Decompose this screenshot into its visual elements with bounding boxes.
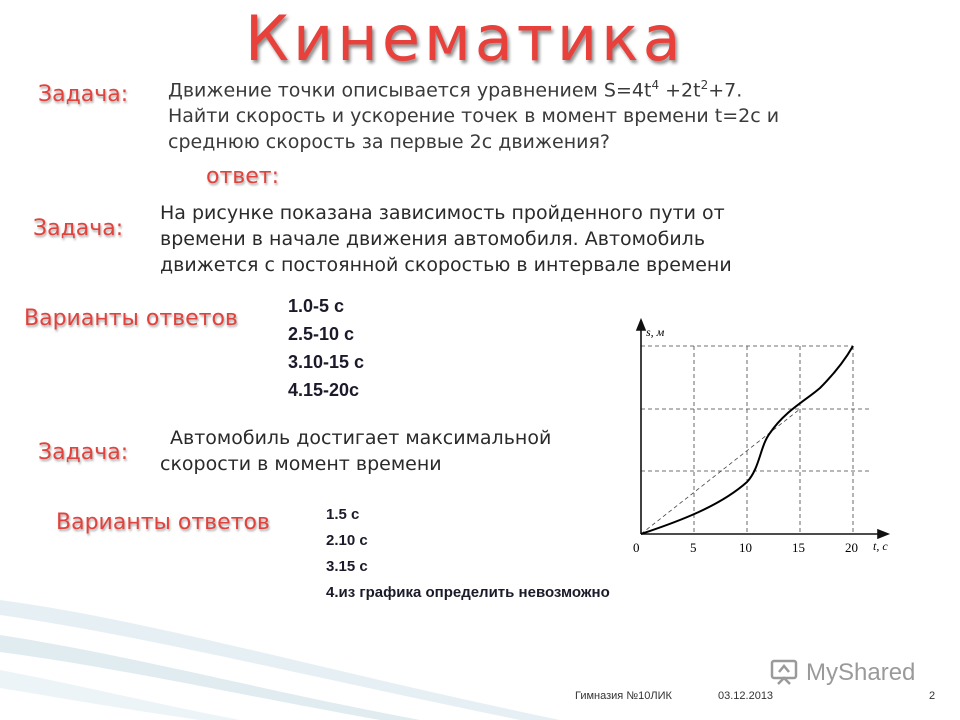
task1-text (168, 72, 928, 155)
task2-text (160, 200, 860, 278)
footer-date: 03.12.2013 (718, 690, 774, 702)
task2-line3: движется с постоянной скоростью в интервале времени (160, 254, 732, 276)
footer-school: Гимназия №10ЛИК (575, 690, 672, 702)
task2-options (288, 292, 364, 404)
task3-text (160, 425, 630, 477)
task2-line2: времени в начале движения автомобиля. Автомобиль (160, 228, 706, 250)
task3-option-3: 3.15 с (326, 558, 368, 575)
answer-label: ответ: (206, 164, 280, 189)
task3-options (326, 502, 610, 606)
task3-line1: Автомобиль достигает максимальной (170, 427, 552, 449)
x-tick-5: 5 (690, 540, 697, 555)
x-axis-label: t, c (873, 539, 888, 553)
task3-label: Задача: (38, 440, 129, 465)
task3-option-4: 4.из графика определить невозможно (326, 584, 610, 601)
task3-option-1: 1.5 с (326, 506, 360, 523)
task2-label: Задача: (33, 216, 124, 241)
task1-line2: Найти скорость и ускорение точек в момент времени t=2c и (168, 105, 780, 128)
footer-page-number: 2 (929, 690, 936, 702)
slide-title: Кинематика (245, 2, 685, 75)
watermark (768, 658, 915, 688)
task2-option-2: 2.5-10 с (288, 324, 355, 344)
task2-line1: На рисунке показана зависимость пройденного пути от (160, 202, 725, 224)
x-axis-arrow (878, 530, 888, 538)
watermark-text: MyShared (806, 659, 916, 686)
task2-option-1: 1.0-5 с (288, 296, 345, 316)
task2-option-3: 3.10-15 с (288, 352, 365, 372)
x-tick-10: 10 (739, 540, 752, 555)
task3-options-label: Варианты ответов (56, 510, 270, 535)
origin-label: 0 (633, 540, 640, 555)
task1-line3: среднюю скорость за первые 2с движения? (168, 131, 611, 154)
myshared-logo-icon (768, 658, 800, 688)
task2-option-4: 4.15-20с (288, 380, 360, 400)
distance-time-graph (620, 318, 910, 563)
task2-options-label: Варианты ответов (24, 306, 238, 331)
task3-line2: скорости в момент времени (160, 453, 442, 475)
task3-option-2: 2.10 с (326, 532, 368, 549)
x-tick-15: 15 (792, 540, 805, 555)
task1-label: Задача: (38, 82, 129, 107)
task1-line1: Движение точки описывается уравнением $S=4t^4 +2t^2+7$. (168, 78, 743, 102)
graph-grid (641, 346, 870, 534)
y-axis-label: s, м (646, 325, 665, 339)
x-tick-20: 20 (845, 540, 858, 555)
y-axis-arrow (637, 320, 645, 330)
